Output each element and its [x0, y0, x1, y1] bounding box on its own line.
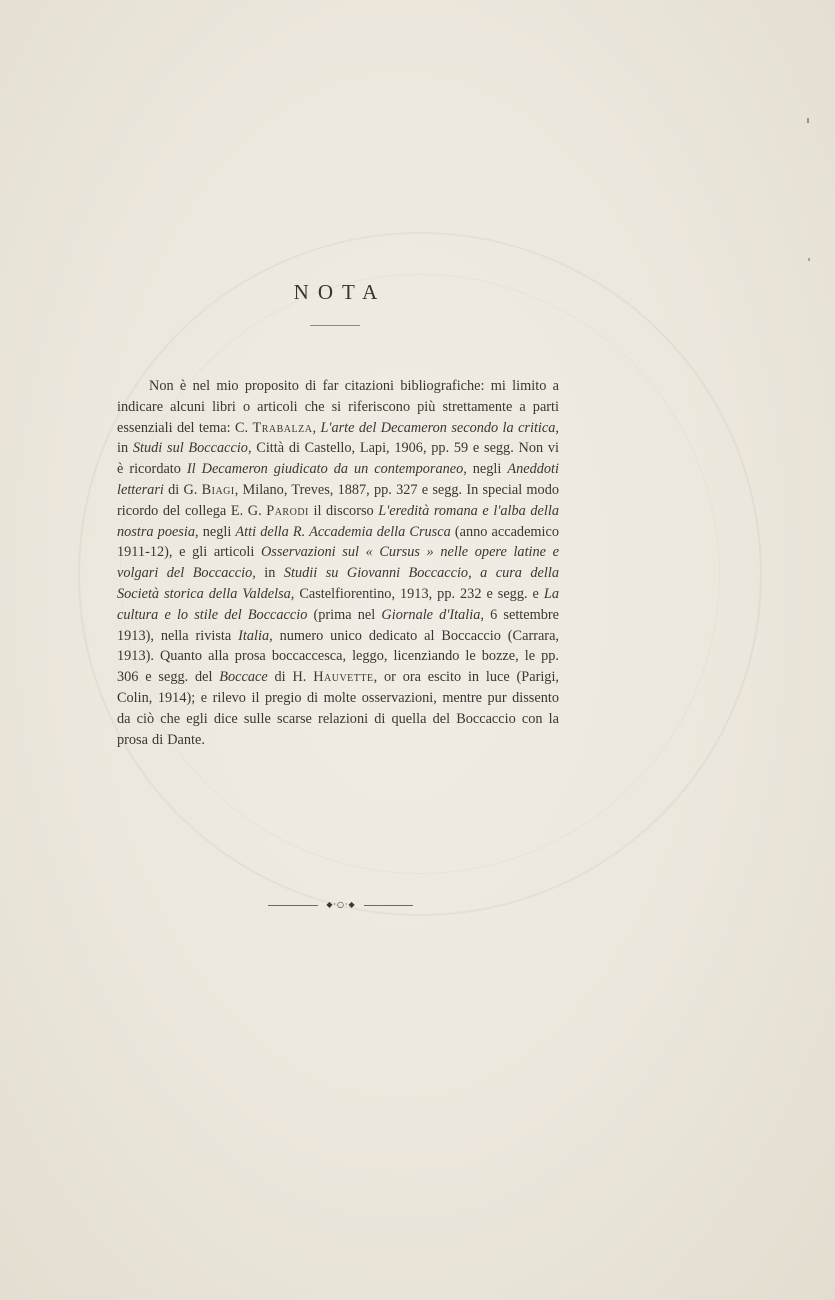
- edge-mark: [807, 118, 809, 123]
- end-ornament: [268, 900, 413, 910]
- text-run: (prima nel: [307, 606, 382, 623]
- text-run: , in: [117, 419, 559, 457]
- author-hauvette: Hauvette: [313, 669, 374, 686]
- title-giornale-italia: Giornale d'Italia: [381, 606, 481, 623]
- text-run: Non è nel mio proposito di far citazioni bibliografiche: mi limito a indicare alcuni libri o articoli che si riferiscono più strettamente a parti essenziali del tema: C.: [117, 378, 559, 436]
- title-aneddoti: Aneddoti letterari: [117, 461, 559, 498]
- author-biagi: Biagi: [201, 481, 235, 498]
- title-boccace: Boccace: [219, 669, 268, 686]
- text-run: , negli: [463, 461, 508, 478]
- text-run: , Città di Castello, Lapi, 1906, pp. 59 e segg. Non vi è ricordato: [117, 440, 560, 478]
- text-run: , 6 settembre 1913), nella rivista: [117, 606, 559, 644]
- title-italia: Italia: [238, 627, 270, 644]
- title-cultura-stile: La cultura e lo stile del Boccaccio: [117, 585, 559, 623]
- text-run: di G.: [163, 481, 202, 498]
- title-osservazioni-cursus: Osservazioni sul « Cursus » nelle opere latine e volgari del Boccaccio,: [117, 544, 559, 582]
- edge-mark-2: [808, 258, 810, 261]
- text-run: di H.: [267, 669, 314, 686]
- text-run: , or ora escito in luce (Parigi, Colin, 1914); e rilevo il pregio di molte osservazioni, mentre pur dissento da ciò che egli dice sulle scarse relazioni di quella del Boccaccio con la prosa di Dante.: [117, 669, 560, 748]
- text-run: ,: [312, 419, 321, 436]
- ornament-line-right: [364, 905, 413, 906]
- text-run: , numero unico dedicato al Boccaccio (Carrara, 1913). Quanto alla prosa boccaccesca, leggo, licenziando le bozze, le pp. 306 e segg. del: [117, 627, 559, 686]
- title-studii-boccaccio: Studii su Giovanni Boccaccio, a cura della Società storica della Valdelsa,: [117, 565, 559, 602]
- title-atti-crusca: Atti della R. Accademia della Crusca: [235, 523, 451, 540]
- text-run: , negli: [195, 523, 236, 540]
- title-rule: [310, 325, 360, 326]
- text-run: (anno accademico 1911-12), e gli articoli: [117, 523, 559, 561]
- text-run: , Milano, Treves, 1887, pp. 327 e segg. In special modo ricordo del collega E. G.: [117, 481, 559, 519]
- note-paragraph: [117, 376, 559, 750]
- note-body: [117, 376, 559, 750]
- title-arte-decameron: L'arte del Decameron secondo la critica: [320, 419, 556, 436]
- title-decameron-giudicato: Il Decameron giudicato da un contemporaneo: [186, 461, 464, 478]
- text-run: in: [255, 565, 284, 582]
- text-run: il discorso: [308, 502, 379, 519]
- author-parodi: Parodi: [266, 502, 309, 519]
- title-eredita-romana: L'eredità romana e l'alba della nostra poesia: [117, 502, 559, 540]
- title-studi-boccaccio: Studi sul Boccaccio: [132, 440, 248, 457]
- ornament-line-left: [268, 905, 318, 906]
- author-trabalza: Trabalza: [252, 419, 313, 436]
- ornament-center: ◆·○·◆: [326, 900, 356, 909]
- text-run: Castelfiorentino, 1913, pp. 232 e segg. e: [294, 585, 544, 602]
- page-title: NOTA: [293, 280, 387, 304]
